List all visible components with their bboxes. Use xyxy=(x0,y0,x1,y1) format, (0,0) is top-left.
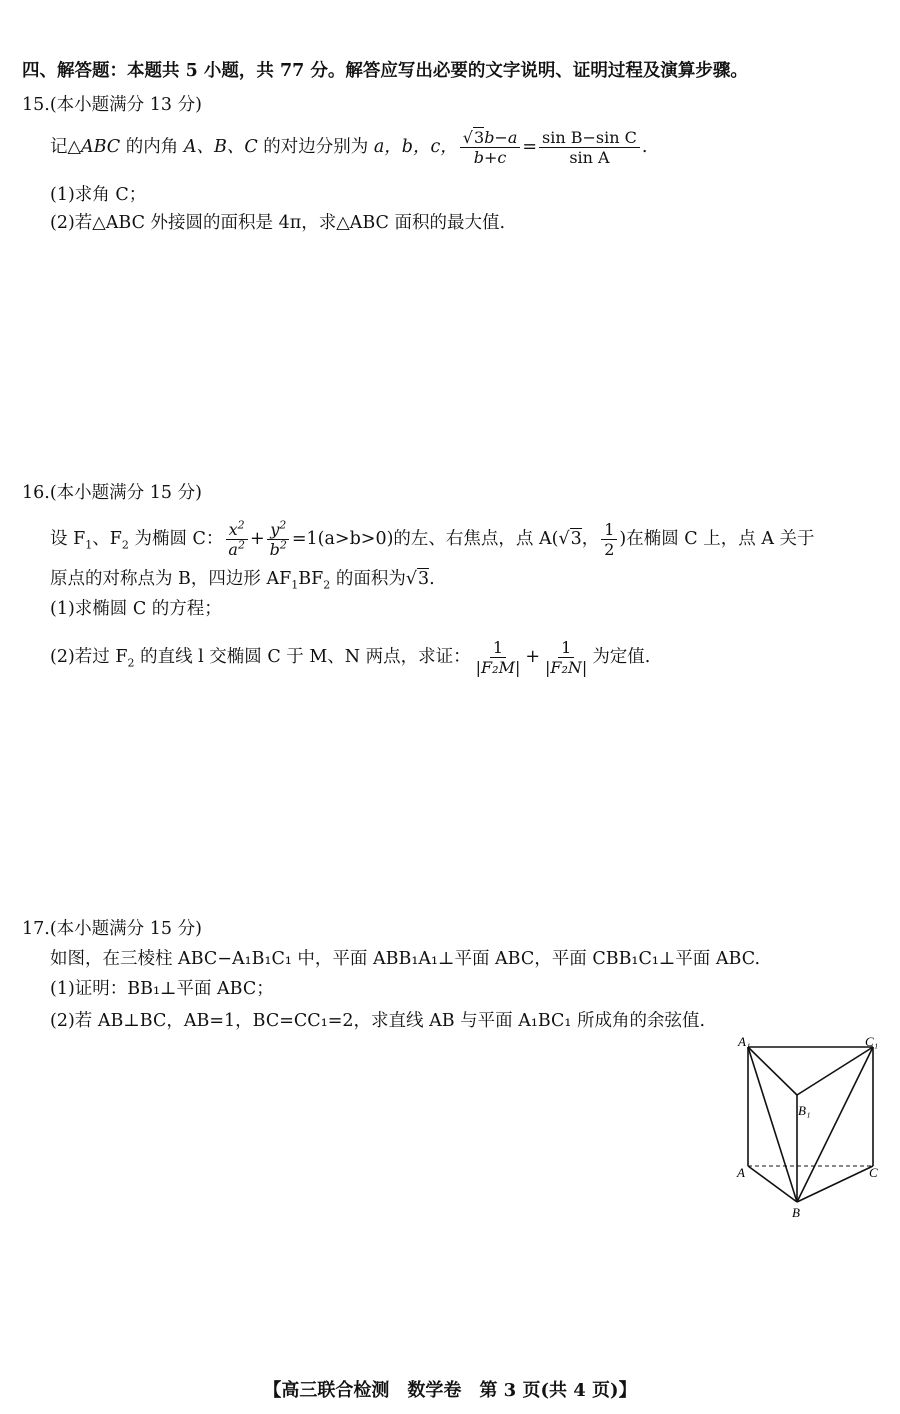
q16-f2-text: 、F xyxy=(92,529,122,549)
q16-number: 16. xyxy=(22,483,50,503)
q15-equals: = xyxy=(522,137,538,157)
q17-part2: (2)若 AB⊥BC，AB=1，BC=CC₁=2，求直线 AB 与平面 A₁BC₁ 所成角的余弦值. xyxy=(50,1011,706,1031)
prism-figure xyxy=(730,1035,890,1225)
q16-part2-b: 的直线 l 交椭圆 C 于 M、N 两点，求证： xyxy=(134,647,471,667)
q16-line2-d: . xyxy=(429,569,435,589)
q16-fy-den: b xyxy=(269,540,280,559)
q15-period: . xyxy=(641,137,648,157)
q15-part1: (1)求角 C； xyxy=(50,185,147,205)
label-a1: A₁ xyxy=(738,1035,751,1049)
q16-frac-inv-n xyxy=(542,638,590,677)
q15-stem-prefix: 记△ xyxy=(50,137,81,157)
q15-frac-right-den: sin A xyxy=(569,148,610,167)
q16-fx-num: x xyxy=(228,520,238,539)
label-b: B xyxy=(792,1205,800,1220)
q16-sqrt3-b: 3 xyxy=(418,569,430,589)
q16-line2-c: 的面积为 xyxy=(330,569,406,589)
q16-frac-half xyxy=(601,520,617,559)
edge-b-c xyxy=(797,1166,873,1202)
q15-triangle: ABC xyxy=(80,137,121,157)
q16-plus-2: + xyxy=(525,647,541,667)
q15-heading xyxy=(22,94,202,116)
q15-sides: a，b，c， xyxy=(373,137,458,157)
q16-line2-a: 原点的对称点为 B，四边形 AF xyxy=(50,569,292,589)
q16-sqrt3-a: 3 xyxy=(570,529,582,549)
q17-number: 17. xyxy=(22,919,50,939)
q16-plus: + xyxy=(249,529,265,549)
q16-half-num: 1 xyxy=(601,520,617,540)
q15-frac-right-num: sin B−sin C xyxy=(539,128,640,148)
label-c: C xyxy=(869,1165,878,1180)
q15-part2: (2)若△ABC 外接圆的面积是 4π，求△ABC 面积的最大值. xyxy=(50,213,506,233)
q16-stem-line2: 原点的对称点为 B，四边形 $AF_1BF_2$ 的面积为√3. xyxy=(50,569,435,592)
q15-sqrt3: 3 xyxy=(474,128,485,147)
label-c1: C₁ xyxy=(865,1035,879,1049)
q15-points: (本小题满分 13 分) xyxy=(49,95,202,115)
q16-heading xyxy=(22,482,202,504)
q15-stem-mid: 的内角 xyxy=(120,137,184,157)
q15-angles: A、B、C xyxy=(183,137,258,157)
q16-frac-x: $\frac{x^2}{a^2}$ xyxy=(225,520,248,559)
edge-a-b xyxy=(748,1166,797,1202)
q16-frac-y: $\frac{y^2}{b^2}$ xyxy=(267,520,290,559)
q15-stem-mid2: 的对边分别为 xyxy=(257,137,374,157)
q16-comma: ， xyxy=(581,529,600,549)
page-footer: 【高三联合检测 数学卷 第 3 页(共 4 页)】 xyxy=(263,1380,637,1401)
q17-heading xyxy=(22,918,202,940)
q16-inv-num-1: 1 xyxy=(490,638,506,658)
q16-part2: (2)若过 $F_2$ 的直线 l 交椭圆 C 于 M、N 两点，求证： $\frac{1}{\text{|F₂M|}}$ + $\frac{1}{\text{|F₂N|}}$ 为定值. xyxy=(50,638,651,677)
q16-stem-d: =1(a>b>0)的左、右焦点，点 A( xyxy=(291,529,559,549)
q16-part2-c: 为定值. xyxy=(592,647,651,667)
q16-inv-num-2: 1 xyxy=(558,638,574,658)
q15-fraction-left: $\frac{√3b-a}{b+c}$ xyxy=(460,128,521,167)
q16-points: (本小题满分 15 分) xyxy=(49,483,202,503)
q16-f1-text: 设 F xyxy=(50,529,86,549)
q17-part1: (1)证明：BB₁⊥平面 ABC； xyxy=(50,979,274,999)
q16-stem-line1: 设 $F_1$、$F_2$ 为椭圆 C： $\frac{x^2}{a^2}$ + $\frac{y^2}{b^2}$ =1(a>b>0)的左、右焦点，点 A(√3， $\frac{1}{2}$ )在椭圆 C 上，点 A 关于 xyxy=(50,518,815,559)
q16-part2-a: (2)若过 F xyxy=(50,647,128,667)
q16-inv-den-m: |F₂M| xyxy=(475,658,521,677)
q16-frac-inv-m xyxy=(473,638,524,677)
q16-fx-den: a xyxy=(228,540,238,559)
q15-frac-left-num: b−a xyxy=(484,128,518,147)
q16-ellipse-text: 为椭圆 C： xyxy=(128,529,224,549)
q15-number: 15. xyxy=(22,95,50,115)
q16-stem-f: )在椭圆 C 上，点 A 关于 xyxy=(619,529,815,549)
q16-inv-den-n: |F₂N| xyxy=(545,658,588,677)
q16-fy-num: y xyxy=(270,520,280,539)
q15-frac-left-den: b+c xyxy=(473,148,507,167)
q16-part1: (1)求椭圆 C 的方程； xyxy=(50,599,222,619)
q16-half-den: 2 xyxy=(604,540,615,559)
label-b1: B₁ xyxy=(798,1103,811,1118)
section-header: 四、解答题：本题共 5 小题，共 77 分。解答应写出必要的文字说明、证明过程及演算步骤。 xyxy=(22,61,748,81)
q15-fraction-right xyxy=(539,128,640,167)
q15-stem xyxy=(50,128,647,167)
q17-points: (本小题满分 15 分) xyxy=(49,919,202,939)
label-a: A xyxy=(737,1165,745,1180)
q16-line2-b: BF xyxy=(298,569,324,589)
q17-stem: 如图，在三棱柱 ABC−A₁B₁C₁ 中，平面 ABB₁A₁⊥平面 ABC，平面 CBB₁C₁⊥平面 ABC. xyxy=(50,949,761,969)
